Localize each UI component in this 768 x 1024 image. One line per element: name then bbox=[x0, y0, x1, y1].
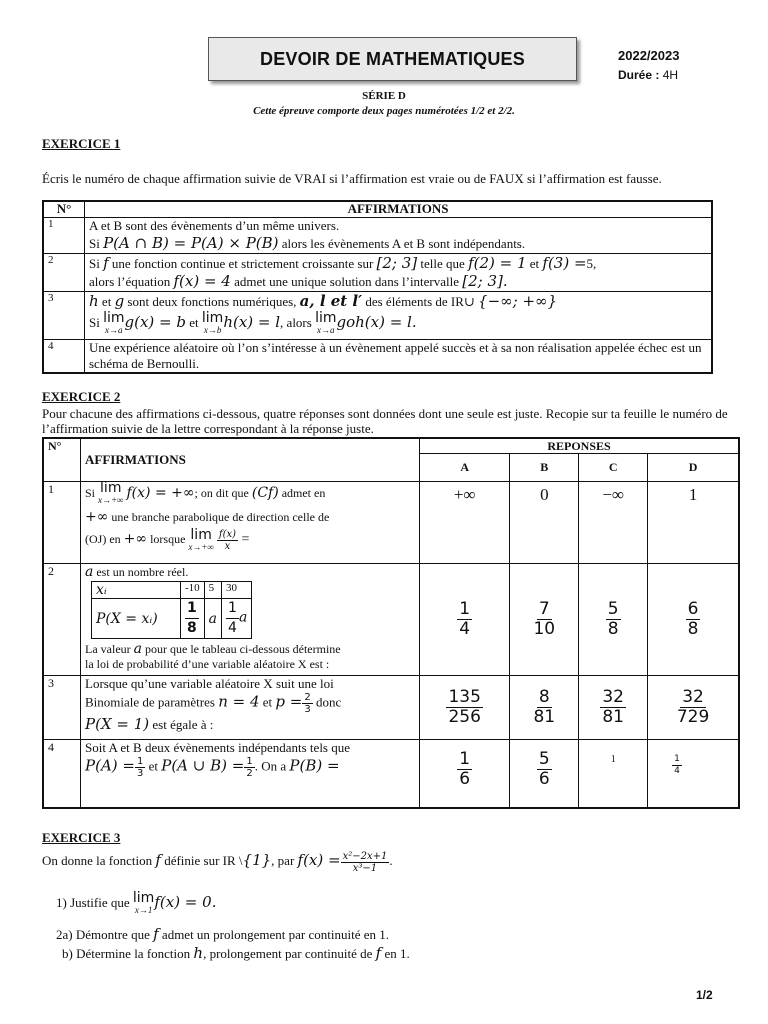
ex2-q3-line2: Binomiale de paramètres n = 4 et p = $\frac{2}{3}$ donc bbox=[85, 692, 342, 715]
ex2-q4-line2: P(A) = $\frac{1}{3}$ et P(A ∪ B) = $\frac{1}{2}$ . On a P(B) = bbox=[85, 756, 340, 779]
ex2-q2-line1: a est un nombre réel. bbox=[85, 564, 189, 580]
table-row bbox=[43, 740, 739, 808]
answer-b: 0 bbox=[510, 482, 579, 564]
ex2-col-num: N° bbox=[43, 438, 81, 482]
table-row bbox=[43, 218, 712, 254]
answer-b: $\frac{7}{10}$ bbox=[510, 564, 579, 676]
ex3-q2b: b) Détermine la fonction h, prolongement par continuité de f en 1. bbox=[62, 944, 410, 962]
duration-label: Durée : bbox=[618, 68, 660, 82]
xi-label: xᵢ bbox=[92, 582, 181, 599]
p-value: $\frac{1}{4}$ a bbox=[222, 599, 252, 639]
ex2-q2-text bbox=[81, 564, 420, 676]
school-year: 2022/2023 bbox=[618, 48, 680, 63]
answer-b: $\frac{5}{6}$ bbox=[510, 740, 579, 808]
p-value: $\frac{1}{8}$ bbox=[181, 599, 205, 639]
answer-a: $\frac{135}{256}$ bbox=[420, 676, 510, 740]
answer-a: $\frac{1}{4}$ bbox=[420, 564, 510, 676]
table-row bbox=[43, 254, 712, 292]
ex2-col-reponses: REPONSES bbox=[420, 438, 740, 454]
p-label: P(X = xᵢ) bbox=[92, 599, 181, 639]
document-title: DEVOIR DE MATHEMATIQUES bbox=[208, 37, 577, 81]
answer-b: $\frac{8}{81}$ bbox=[510, 676, 579, 740]
answer-c: $\frac{32}{81}$ bbox=[579, 676, 648, 740]
ex1-table bbox=[42, 200, 713, 374]
ex1-instruction: Écris le numéro de chaque affirmation suivie de VRAI si l’affirmation est vraie ou de FAUX si l’affirmation est fausse. bbox=[42, 171, 662, 186]
ex1-col-affirmations: AFFIRMATIONS bbox=[85, 201, 713, 218]
ex1-row-text bbox=[85, 218, 713, 254]
ex1-r2-line1: Si f une fonction continue et strictement croissante sur [2; 3] telle que f(2) = 1 et f(3) =5, bbox=[89, 254, 597, 272]
duration bbox=[618, 68, 678, 82]
p-value: a bbox=[204, 599, 221, 639]
ex2-title: EXERCICE 2 bbox=[42, 389, 121, 404]
ex2-q4-text bbox=[81, 740, 420, 808]
ex2-q1-line1: Si lim x→+∞ f(x) = +∞; on dit que (Cf) admet en bbox=[85, 480, 326, 506]
ex2-row-num: 3 bbox=[43, 676, 81, 740]
ex1-row-text bbox=[85, 254, 713, 292]
ex1-r1-line2: Si P(A ∩ B) = P(A) × P(B) alors les évènements A et B sont indépendants. bbox=[89, 234, 526, 252]
ex2-q1-text bbox=[81, 482, 420, 564]
ex1-r3-line1: h et g sont deux fonctions numériques, a, l et l′ des éléments de IR∪ {−∞; +∞} bbox=[89, 292, 558, 310]
ex3-intro: On donne la fonction f définie sur IR \{1}, par f(x) = $\frac{\text{x²−2x+1}}{\text{x³−1}}$ . bbox=[42, 850, 393, 874]
x-value: -10 bbox=[181, 582, 205, 599]
ex2-q1-line2: +∞ une branche parabolique de direction celle de bbox=[85, 509, 330, 526]
answer-d: $\frac{32}{729}$ bbox=[648, 676, 739, 740]
answer-c: $\frac{5}{8}$ bbox=[579, 564, 648, 676]
answer-a: +∞ bbox=[420, 482, 510, 564]
answer-c: −∞ bbox=[579, 482, 648, 564]
x-value: 30 bbox=[222, 582, 252, 599]
ex1-row-num: 4 bbox=[43, 340, 85, 374]
table-row bbox=[43, 564, 739, 676]
ex2-q2-line3: la loi de probabilité d’une variable aléatoire X est : bbox=[85, 657, 330, 671]
letter-a: A bbox=[420, 454, 510, 482]
page-number: 1/2 bbox=[696, 988, 713, 1002]
ex1-r3-line2: Si lim x→a g(x) = b et lim x→b h(x) = l, alors lim x→a goh(x) = l. bbox=[89, 310, 417, 335]
answer-d: $\frac{6}{8}$ bbox=[648, 564, 739, 676]
probability-table bbox=[91, 581, 252, 639]
letter-d: D bbox=[648, 454, 739, 482]
ex1-r2-line2: alors l’équation f(x) = 4 admet une unique solution dans l’intervalle [2; 3]. bbox=[89, 272, 508, 290]
ex2-q4-line1: Soit A et B deux évènements indépendants tels que bbox=[85, 740, 351, 755]
ex1-r1-line1: A et B sont des évènements d’un même univers. bbox=[89, 218, 340, 233]
ex3-title: EXERCICE 3 bbox=[42, 830, 121, 845]
answer-c: 1 bbox=[579, 740, 648, 808]
ex2-table bbox=[42, 437, 740, 809]
ex2-instruction: Pour chacune des affirmations ci-dessous, quatre réponses sont données dont une seule est juste. Recopie sur ta feuille le numéro de l’affirmation suivie de la lettre correspondant à la réponse juste. bbox=[42, 406, 728, 436]
ex2-q3-line3: P(X = 1) est égale à : bbox=[85, 715, 214, 733]
ex1-title: EXERCICE 1 bbox=[42, 136, 121, 151]
answer-d: 1 bbox=[648, 482, 739, 564]
ex2-row-num: 4 bbox=[43, 740, 81, 808]
answer-a: $\frac{1}{6}$ bbox=[420, 740, 510, 808]
page-note: Cette épreuve comporte deux pages numérotées 1/2 et 2/2. bbox=[253, 105, 515, 117]
ex1-row-num: 3 bbox=[43, 292, 85, 340]
ex1-row-num: 2 bbox=[43, 254, 85, 292]
ex2-q2-line2: La valeur a pour que le tableau ci-dessous détermine bbox=[85, 641, 341, 657]
table-row bbox=[43, 292, 712, 340]
ex1-row-text: Une expérience aléatoire où l’on s’intéresse à un évènement appelé succès et à sa non réalisation appelée échec est un schéma de Bernoulli. bbox=[85, 340, 713, 374]
x-value: 5 bbox=[204, 582, 221, 599]
table-row bbox=[43, 482, 739, 564]
table-row bbox=[43, 676, 739, 740]
ex2-q1-line3: (OJ) en +∞ lorsque lim x→+∞ $\frac{f(x)}{x}$ = bbox=[85, 526, 250, 552]
duration-value: 4H bbox=[662, 68, 679, 82]
serie-label: SÉRIE D bbox=[362, 90, 406, 102]
ex1-col-num: N° bbox=[43, 201, 85, 218]
ex2-col-affirmations: AFFIRMATIONS bbox=[81, 438, 420, 482]
ex3-q1: 1) Justifie que lim x→1 f(x) = 0. bbox=[56, 890, 217, 915]
ex1-row-text bbox=[85, 292, 713, 340]
letter-b: B bbox=[510, 454, 579, 482]
ex2-row-num: 2 bbox=[43, 564, 81, 676]
ex2-q3-line1: Lorsque qu’une variable aléatoire X suit une loi bbox=[85, 676, 334, 691]
ex2-q3-text bbox=[81, 676, 420, 740]
letter-c: C bbox=[579, 454, 648, 482]
ex3-q2a: 2a) Démontre que f admet un prolongement par continuité en 1. bbox=[56, 925, 389, 943]
table-row bbox=[43, 340, 712, 374]
answer-d: $\frac{1}{4}$ bbox=[648, 740, 739, 808]
ex1-row-num: 1 bbox=[43, 218, 85, 254]
ex2-row-num: 1 bbox=[43, 482, 81, 564]
